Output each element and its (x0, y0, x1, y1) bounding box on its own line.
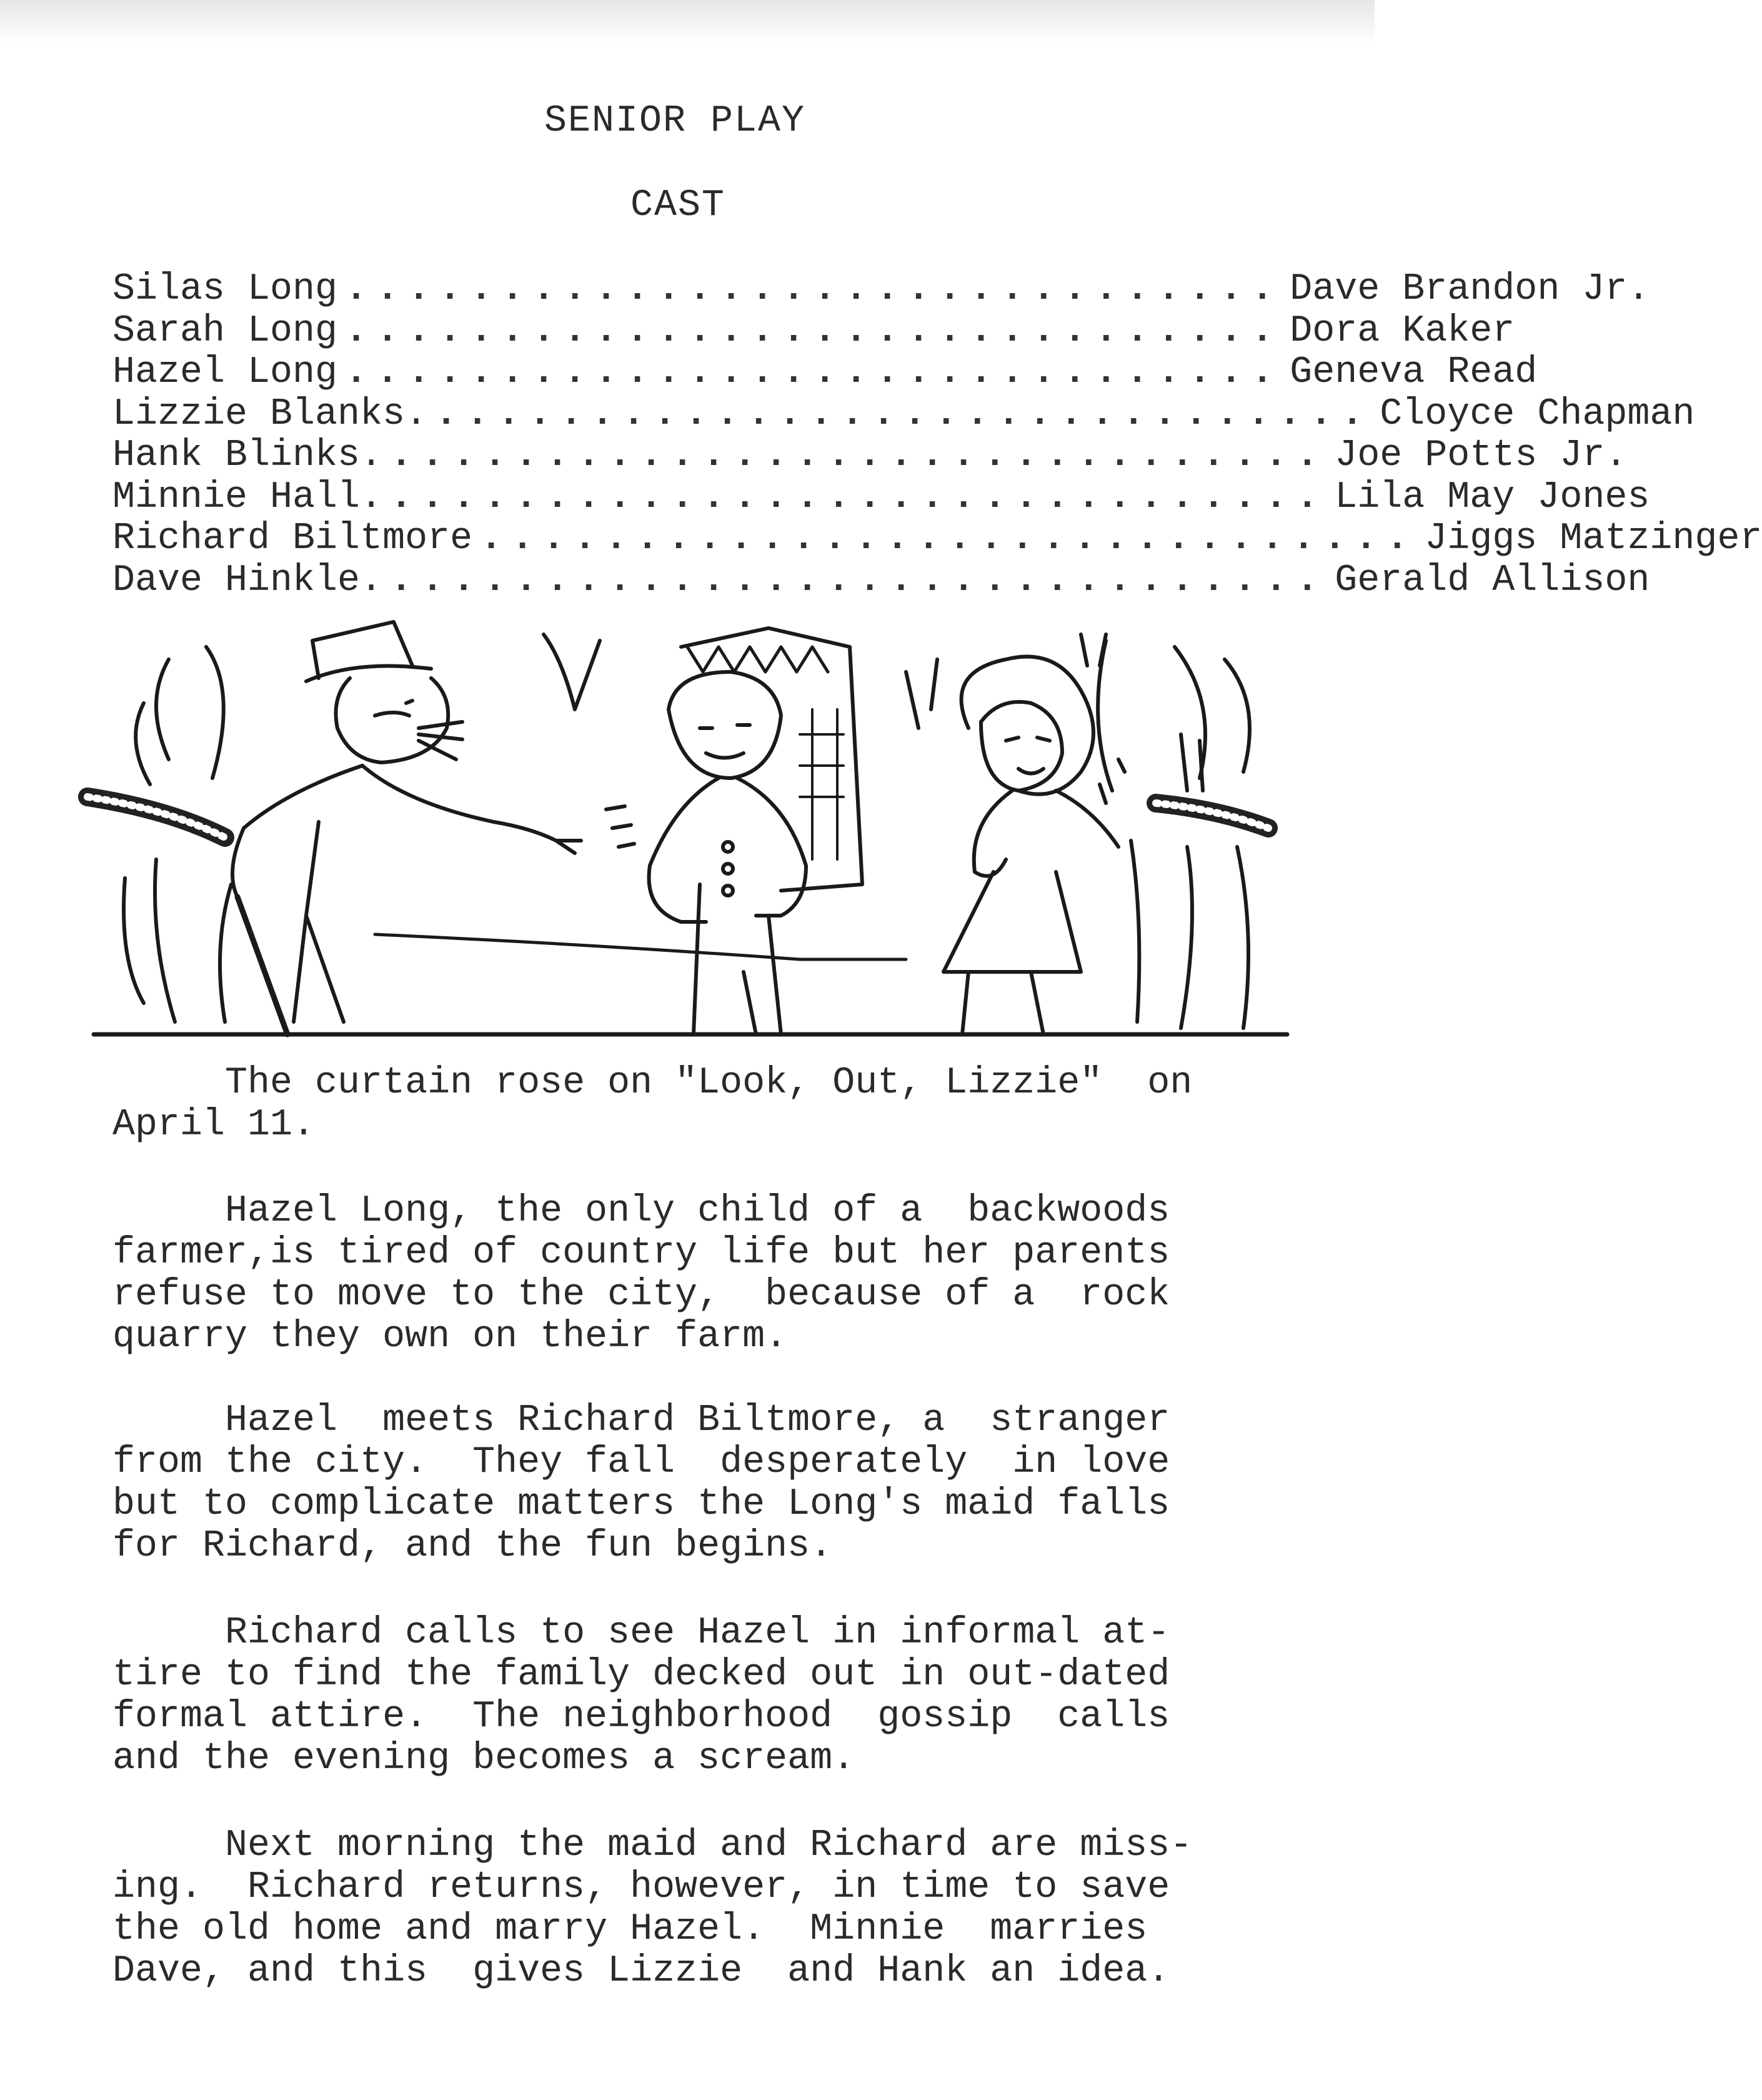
cast-row (112, 392, 1695, 436)
dot-leader: .............................. (390, 476, 1328, 519)
cast-row (112, 476, 1650, 519)
paragraph: Hazel Long, the only child of a backwoods farmer,is tired of country life but her parents refuse to move to the city, because of a rock quarry they own on their farm. (112, 1190, 1170, 1358)
cast-row (112, 434, 1628, 477)
cast-row (112, 559, 1650, 602)
role-name: Silas Long (112, 268, 338, 311)
dot-leader: .............................. (480, 518, 1418, 560)
dot-leader: .............................. (345, 268, 1283, 311)
woman-figure (906, 634, 1125, 1034)
dot-leader: .............................. (390, 559, 1328, 602)
actor-name: Dave Brandon Jr. (1290, 268, 1650, 311)
cast-list (112, 268, 1762, 602)
paragraph: Hazel meets Richard Biltmore, a stranger from the city. They fall desperately in love but to complicate matters the Long's maid falls for Richard, and the fun begins. (112, 1399, 1170, 1568)
cast-row (112, 268, 1650, 311)
old-man-figure (232, 622, 634, 1034)
cast-row (112, 351, 1538, 394)
young-man-figure (649, 628, 862, 1034)
actor-name: Joe Potts Jr. (1335, 434, 1628, 477)
actor-name: Gerald Allison (1335, 559, 1650, 602)
paragraph: The curtain rose on "Look, Out, Lizzie" on April 11. (112, 1062, 1193, 1146)
stage-floor (94, 934, 1287, 1034)
page-title: SENIOR PLAY (544, 100, 806, 142)
role-name: Dave Hinkle. (112, 559, 383, 602)
actor-name: Cloyce Chapman (1380, 392, 1695, 436)
actor-name: Dora Kaker (1290, 309, 1515, 352)
right-curtain (1098, 641, 1268, 1028)
scan-edge (0, 0, 1375, 44)
dot-leader: .............................. (390, 434, 1328, 477)
role-name: Sarah Long (112, 309, 338, 352)
paragraph: Richard calls to see Hazel in informal at- tire to find the family decked out in out-dated formal attire. The neighborhood gossip calls and the evening becomes a scream. (112, 1612, 1170, 1780)
left-curtain (87, 647, 231, 1022)
section-heading-cast: CAST (630, 184, 726, 227)
role-name: Lizzie Blanks. (112, 392, 428, 436)
actor-name: Geneva Read (1290, 351, 1538, 394)
paragraph: Next morning the maid and Richard are miss- ing. Richard returns, however, in time to save the old home and marry Hazel. Minnie marries Dave, and this gives Lizzie and Hank an idea. (112, 1824, 1193, 1992)
role-name: Richard Biltmore (112, 518, 473, 560)
actor-name: Jiggs Matzinger (1425, 518, 1762, 560)
dot-leader: .............................. (345, 309, 1283, 352)
role-name: Hank Blinks. (112, 434, 383, 477)
role-name: Minnie Hall. (112, 476, 383, 519)
cast-row (112, 518, 1762, 560)
role-name: Hazel Long (112, 351, 338, 394)
dot-leader: .............................. (435, 392, 1373, 436)
cast-row (112, 309, 1515, 352)
stage-cartoon-illustration (81, 622, 1300, 1047)
dot-leader: .............................. (345, 351, 1283, 394)
actor-name: Lila May Jones (1335, 476, 1650, 519)
